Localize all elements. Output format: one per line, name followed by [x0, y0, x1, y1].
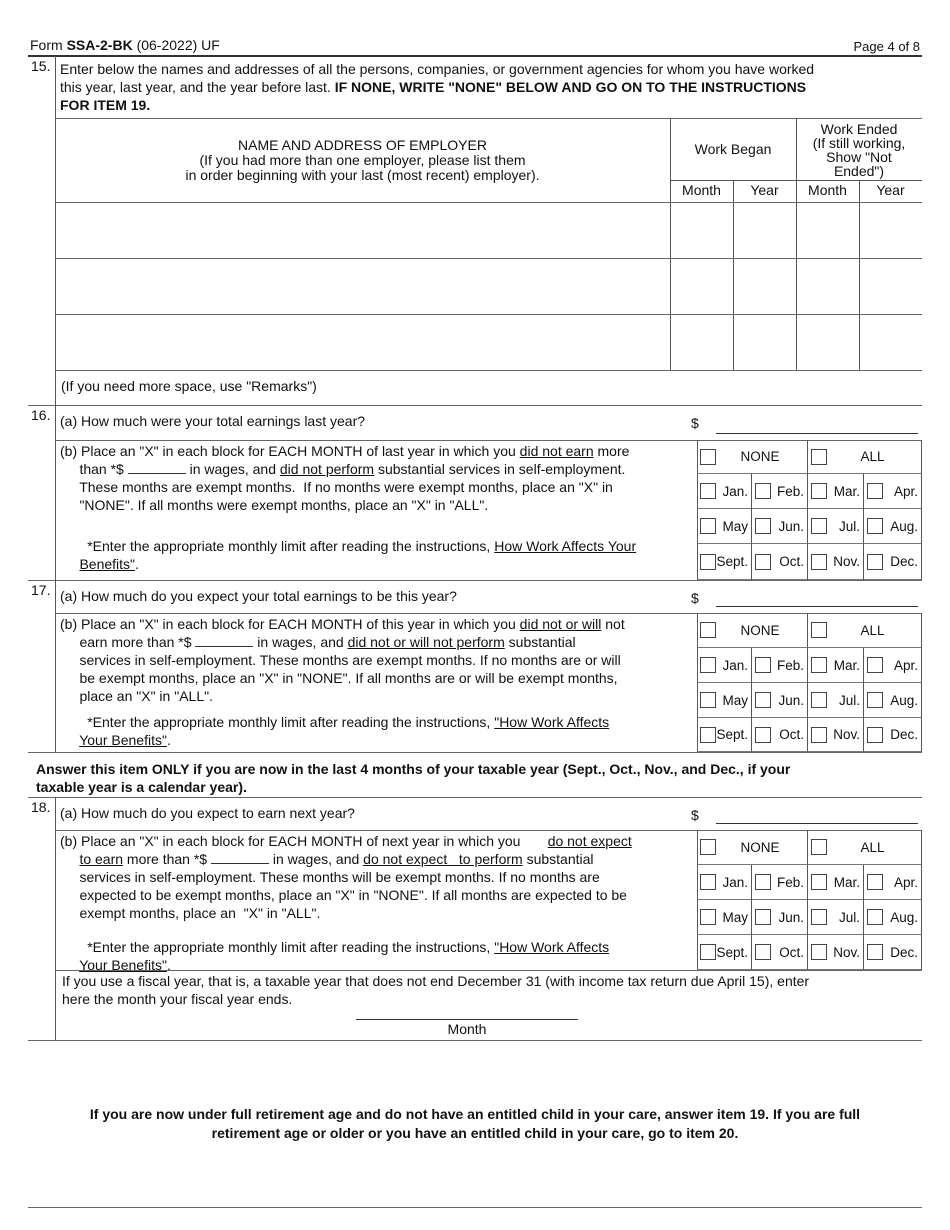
month-label: Aug.: [890, 909, 918, 925]
divider: [55, 370, 922, 371]
text-line: [60, 478, 629, 496]
checkbox[interactable]: [700, 692, 716, 708]
text: .: [135, 556, 139, 572]
employer-name-field[interactable]: [59, 206, 666, 254]
text: substantial: [522, 851, 594, 867]
remarks-note: (If you need more space, use "Remarks"): [61, 378, 317, 394]
form-prefix: Form: [30, 37, 67, 53]
text-line: here the month your fiscal year ends.: [62, 991, 293, 1007]
item18-month-option[interactable]: [752, 900, 808, 935]
checkbox[interactable]: [700, 909, 716, 925]
checkbox[interactable]: [811, 622, 827, 638]
text: "NONE". If all months were exempt months, place an "X" in "ALL".: [60, 497, 489, 513]
text-line: [60, 687, 625, 705]
divider: [55, 258, 922, 259]
item16-number: 16.: [31, 407, 51, 423]
item17-question-a: (a) How much do you expect your total earnings to be this year?: [60, 588, 457, 604]
item16-month-option[interactable]: [752, 509, 808, 544]
item18-limit-note: [60, 938, 609, 974]
underlined-text: do not expect: [547, 833, 632, 849]
text: be exempt months, place an "X" in "NONE". If all months are or will be exempt months,: [60, 670, 618, 686]
item16-question-b: [60, 442, 629, 514]
item18-month-option[interactable]: [808, 935, 864, 970]
text-bold: IF NONE, WRITE "NONE" BELOW AND GO ON TO THE INSTRUCTIONS: [334, 79, 807, 95]
item16-month-option[interactable]: [697, 509, 752, 544]
text-line: [60, 832, 632, 850]
checkbox[interactable]: [755, 692, 771, 708]
ended-year-header: Year: [876, 182, 905, 198]
item17-month-option[interactable]: [808, 718, 864, 752]
fiscal-month-input[interactable]: [356, 1002, 578, 1020]
work-began-header: Work Began: [694, 141, 772, 157]
text-line: If you use a fiscal year, that is, a taxable year that does not end December 31 (with income tax return due April 15), enter: [62, 973, 810, 989]
item16-month-option[interactable]: [864, 474, 922, 509]
checkbox[interactable]: [700, 874, 716, 890]
item16-month-option[interactable]: [808, 544, 864, 580]
text: [60, 556, 79, 572]
month-label: Mar.: [833, 483, 860, 499]
month-label: Oct.: [779, 944, 804, 960]
monthly-limit-blank: [211, 852, 269, 864]
text: in wages, and: [253, 634, 348, 650]
checkbox[interactable]: [867, 874, 883, 890]
text: [60, 851, 79, 867]
checkbox[interactable]: [811, 692, 827, 708]
checkbox[interactable]: [755, 944, 771, 960]
item16-all-option[interactable]: [808, 440, 922, 474]
month-label: Apr.: [893, 657, 918, 673]
header-text: in order beginning with your last (most recent) employer).: [185, 167, 540, 183]
checkbox[interactable]: [811, 518, 827, 534]
text-line: [60, 731, 609, 749]
divider: [28, 55, 922, 57]
checkbox[interactable]: [811, 483, 827, 499]
checkbox[interactable]: [700, 622, 716, 638]
item18-month-option[interactable]: [752, 935, 808, 970]
employer-began-year-field[interactable]: [737, 206, 792, 254]
employer-began-month-field[interactable]: [674, 262, 729, 310]
header-text: (If you had more than one employer, please list them: [199, 152, 526, 168]
item17-month-option[interactable]: [752, 718, 808, 752]
divider: [55, 118, 922, 119]
checkbox[interactable]: [755, 874, 771, 890]
header-text: Ended"): [833, 163, 885, 179]
text: this year, last year, and the year before last.: [60, 79, 335, 95]
checkbox[interactable]: [700, 944, 716, 960]
divider: [28, 580, 922, 581]
checkbox[interactable]: [811, 839, 827, 855]
divider: [28, 1040, 922, 1041]
checkbox[interactable]: [867, 657, 883, 673]
header-text: Show "Not: [826, 149, 892, 165]
item18-month-option[interactable]: [864, 865, 922, 900]
month-label: Sept.: [716, 554, 748, 569]
employer-name-field[interactable]: [59, 262, 666, 310]
item17-month-option[interactable]: [697, 648, 752, 683]
text: (b) Place an "X" in each block for EACH MONTH of last year in which you: [60, 443, 520, 459]
checkbox[interactable]: [811, 449, 827, 465]
ended-month-header: Month: [808, 182, 847, 198]
item17-all-option[interactable]: [808, 613, 922, 648]
text: more: [593, 443, 630, 459]
divider: [55, 580, 56, 752]
month-label: Feb.: [776, 483, 804, 499]
text: substantial: [504, 634, 576, 650]
month-label: Aug.: [890, 692, 918, 708]
fiscal-month-label: Month: [447, 1021, 487, 1037]
month-label: Nov.: [833, 554, 860, 569]
item18-earnings-input[interactable]: [716, 803, 918, 824]
item16-month-option[interactable]: [697, 544, 752, 580]
divider: [859, 180, 860, 370]
divider: [55, 970, 922, 971]
text: *Enter the appropriate monthly limit after reading the instructions,: [60, 939, 495, 955]
text-line: If you are now under full retirement age and do not have an entitled child in your care, answer item 19. If you are full: [89, 1106, 861, 1122]
month-label: Jun.: [778, 692, 804, 708]
text-line: retirement age or older or you have an entitled child in your care, go to item 20.: [211, 1125, 739, 1141]
checkbox[interactable]: [755, 657, 771, 673]
month-label: Dec.: [890, 944, 918, 960]
page-number: Page 4 of 8: [853, 39, 920, 54]
month-label: Jun.: [778, 518, 804, 534]
checkbox[interactable]: [811, 727, 827, 743]
divider: [28, 1207, 922, 1208]
item17-earnings-input[interactable]: [716, 586, 918, 607]
underlined-text: did not or will not perform: [347, 634, 505, 650]
checkbox[interactable]: [867, 554, 883, 570]
item16-month-option[interactable]: [752, 474, 808, 509]
month-label: Oct.: [779, 554, 804, 569]
text: not: [601, 616, 625, 632]
divider: [670, 118, 671, 370]
checkbox[interactable]: [811, 874, 827, 890]
month-label: Jul.: [838, 909, 860, 925]
text: than *$: [60, 461, 128, 477]
month-label: Dec.: [890, 727, 918, 742]
checkbox[interactable]: [700, 554, 716, 570]
header-text: (If still working,: [812, 135, 906, 151]
month-label: Sept.: [716, 727, 748, 742]
employer-ended-month-field[interactable]: [800, 262, 855, 310]
item16-month-option[interactable]: [808, 474, 864, 509]
month-label: Feb.: [776, 874, 804, 890]
text-line: [60, 537, 636, 555]
month-label: Nov.: [833, 727, 860, 742]
text-line: taxable year is a calendar year).: [36, 779, 247, 795]
text-line: [60, 78, 814, 96]
footer-instruction: [30, 1105, 920, 1143]
item18-month-option[interactable]: [864, 900, 922, 935]
divider: [733, 180, 734, 370]
divider: [55, 797, 56, 1040]
text-line: [60, 886, 632, 904]
item18-month-option[interactable]: [752, 865, 808, 900]
checkbox[interactable]: [700, 727, 716, 743]
month-label: May: [722, 518, 748, 534]
work-ended-header: [796, 122, 922, 178]
header-text: Work Ended: [820, 121, 898, 137]
form-number: SSA-2-BK: [66, 37, 133, 53]
text-line: [60, 850, 632, 868]
text-line: [60, 460, 629, 478]
underlined-text: do not expect to perform: [363, 851, 523, 867]
text: earn more than *$: [60, 634, 196, 650]
underlined-text: How Work Affects Your: [494, 538, 637, 554]
text-line: Enter below the names and addresses of all the persons, companies, or government agencies for whom you have worked: [60, 61, 815, 77]
month-label: Apr.: [893, 874, 918, 890]
employer-ended-year-field[interactable]: [863, 206, 918, 254]
checkbox[interactable]: [811, 944, 827, 960]
item18-all-option[interactable]: [808, 830, 922, 865]
item16-month-option[interactable]: [808, 509, 864, 544]
employer-header: [55, 138, 670, 183]
item18-question-b: [60, 832, 632, 922]
checkbox[interactable]: [811, 657, 827, 673]
item16-earnings-input[interactable]: [716, 411, 918, 434]
underlined-text: did not or will: [519, 616, 602, 632]
checkbox[interactable]: [867, 727, 883, 743]
underlined-text: Benefits": [79, 556, 136, 572]
text: substantial services in self-employment.: [374, 461, 626, 477]
monthly-limit-blank: [195, 635, 253, 647]
divider: [28, 405, 922, 406]
underlined-text: did not earn: [519, 443, 594, 459]
dollar-sign: $: [691, 590, 699, 606]
text: services in self-employment. These months are exempt months. If no months are or will: [60, 652, 621, 668]
checkbox[interactable]: [867, 483, 883, 499]
item-15-number: 15.: [31, 58, 51, 74]
option-label: NONE: [740, 449, 780, 464]
text: *Enter the appropriate monthly limit after reading the instructions,: [60, 538, 495, 554]
employer-ended-month-field[interactable]: [800, 206, 855, 254]
divider: [55, 405, 56, 580]
divider: [28, 797, 922, 798]
text: in wages, and: [268, 851, 364, 867]
checkbox[interactable]: [755, 554, 771, 570]
text-line: [60, 496, 629, 514]
month-label: Sept.: [716, 944, 748, 960]
month-label: May: [722, 692, 748, 708]
text-line: [60, 938, 609, 956]
monthly-limit-blank: [128, 462, 186, 474]
item17-month-option[interactable]: [752, 648, 808, 683]
item18-month-option[interactable]: [864, 935, 922, 970]
form-id: [30, 37, 220, 53]
text-line: [60, 713, 609, 731]
text: exempt months, place an "X" in "ALL".: [60, 905, 321, 921]
item16-limit-note: [60, 537, 636, 573]
employer-began-year-field[interactable]: [737, 318, 792, 366]
employer-began-year-field[interactable]: [737, 262, 792, 310]
employer-began-month-field[interactable]: [674, 206, 729, 254]
item18-question-a: (a) How much do you expect to earn next year?: [60, 805, 355, 821]
month-label: Nov.: [833, 944, 860, 960]
item16-none-option[interactable]: [697, 440, 808, 474]
option-label: ALL: [860, 622, 885, 638]
checkbox[interactable]: [700, 518, 716, 534]
text: [60, 732, 79, 748]
divider: [55, 314, 922, 315]
option-label: ALL: [860, 449, 885, 464]
text: .: [166, 957, 171, 973]
form-date: (06-2022) UF: [132, 37, 220, 53]
text-line: [60, 868, 632, 886]
checkbox[interactable]: [700, 839, 716, 855]
divider: [55, 202, 922, 203]
item17-month-option[interactable]: [808, 683, 864, 718]
item-18-notice: [36, 760, 790, 796]
text: place an "X" in "ALL".: [60, 688, 213, 704]
checkbox[interactable]: [755, 483, 771, 499]
checkbox[interactable]: [755, 727, 771, 743]
text-line: [60, 633, 625, 651]
month-label: Aug.: [890, 518, 918, 534]
checkbox[interactable]: [700, 449, 716, 465]
month-label: Oct.: [779, 727, 804, 742]
item18-month-option[interactable]: [808, 900, 864, 935]
month-label: Jul.: [838, 692, 860, 708]
item18-month-option[interactable]: [697, 865, 752, 900]
month-label: Feb.: [776, 657, 804, 673]
text: more than *$: [123, 851, 211, 867]
item16-question-a: (a) How much were your total earnings last year?: [60, 413, 366, 429]
item18-month-option[interactable]: [808, 865, 864, 900]
month-label: Dec.: [890, 554, 918, 569]
item17-question-b: [60, 615, 625, 705]
item17-month-option[interactable]: [808, 648, 864, 683]
divider: [55, 56, 56, 405]
item16-month-option[interactable]: [752, 544, 808, 580]
text-line: Answer this item ONLY if you are now in the last 4 months of your taxable year (Sept., Oct., Nov., and Dec., if your: [36, 761, 791, 777]
employer-ended-year-field[interactable]: [863, 318, 918, 366]
underlined-text: "How Work Affects: [494, 714, 610, 730]
divider: [796, 118, 797, 370]
option-label: ALL: [860, 839, 885, 855]
item18-number: 18.: [31, 799, 51, 815]
employer-began-month-field[interactable]: [674, 318, 729, 366]
checkbox[interactable]: [755, 518, 771, 534]
item17-month-option[interactable]: [864, 648, 922, 683]
item17-month-option[interactable]: [697, 718, 752, 752]
underlined-text: to earn: [79, 851, 124, 867]
checkbox[interactable]: [867, 944, 883, 960]
item18-month-option[interactable]: [697, 900, 752, 935]
text-line: FOR ITEM 19.: [60, 97, 151, 113]
month-label: Jul.: [838, 518, 860, 534]
checkbox[interactable]: [867, 692, 883, 708]
underlined-text: "How Work Affects: [494, 939, 610, 955]
month-label: Mar.: [833, 874, 860, 890]
option-label: NONE: [740, 622, 780, 638]
text: (b) Place an "X" in each block for EACH MONTH of next year in which you: [60, 833, 548, 849]
item17-month-option[interactable]: [697, 683, 752, 718]
underlined-text: did not perform: [279, 461, 375, 477]
text: *Enter the appropriate monthly limit after reading the instructions,: [60, 714, 495, 730]
dollar-sign: $: [691, 807, 699, 823]
text-line: [60, 651, 625, 669]
checkbox[interactable]: [700, 483, 716, 499]
month-label: May: [722, 909, 748, 925]
text-line: [60, 442, 629, 460]
text: (b) Place an "X" in each block for EACH MONTH of this year in which you: [60, 616, 520, 632]
checkbox[interactable]: [811, 909, 827, 925]
item17-none-option[interactable]: [697, 613, 808, 648]
underlined-text: Your Benefits": [79, 957, 167, 973]
checkbox[interactable]: [867, 909, 883, 925]
dollar-sign: $: [691, 415, 699, 431]
text-line: [60, 615, 625, 633]
text: expected to be exempt months, place an "X" in "NONE". If all months are expected to be: [60, 887, 627, 903]
checkbox[interactable]: [700, 657, 716, 673]
text: .: [166, 732, 171, 748]
month-label: Jun.: [778, 909, 804, 925]
item17-limit-note: [60, 713, 609, 749]
employer-ended-month-field[interactable]: [800, 318, 855, 366]
underlined-text: Your Benefits": [79, 732, 167, 748]
divider: [28, 752, 922, 753]
text: These months are exempt months. If no months were exempt months, place an "X" in: [60, 479, 613, 495]
month-label: Jan.: [722, 483, 748, 499]
checkbox[interactable]: [755, 909, 771, 925]
checkbox[interactable]: [811, 554, 827, 570]
text-line: [60, 669, 625, 687]
item17-month-option[interactable]: [752, 683, 808, 718]
option-label: NONE: [740, 839, 780, 855]
month-label: Jan.: [722, 657, 748, 673]
item16-month-option[interactable]: [697, 474, 752, 509]
header-text: NAME AND ADDRESS OF EMPLOYER: [238, 137, 487, 153]
began-year-header: Year: [750, 182, 779, 198]
item16-month-option[interactable]: [864, 509, 922, 544]
text-line: [60, 904, 632, 922]
item17-number: 17.: [31, 582, 51, 598]
item18-none-option[interactable]: [697, 830, 808, 865]
text: services in self-employment. These months will be exempt months. If no months are: [60, 869, 600, 885]
employer-ended-year-field[interactable]: [863, 262, 918, 310]
month-label: Apr.: [893, 483, 918, 499]
item18-month-option[interactable]: [697, 935, 752, 970]
began-month-header: Month: [682, 182, 721, 198]
month-label: Mar.: [833, 657, 860, 673]
month-label: Jan.: [722, 874, 748, 890]
item-15-instructions: [60, 60, 814, 114]
employer-name-field[interactable]: [59, 318, 666, 366]
item17-month-option[interactable]: [864, 683, 922, 718]
checkbox[interactable]: [867, 518, 883, 534]
item17-month-option[interactable]: [864, 718, 922, 752]
text: in wages, and: [185, 461, 280, 477]
item16-month-option[interactable]: [864, 544, 922, 580]
text-line: [60, 555, 636, 573]
